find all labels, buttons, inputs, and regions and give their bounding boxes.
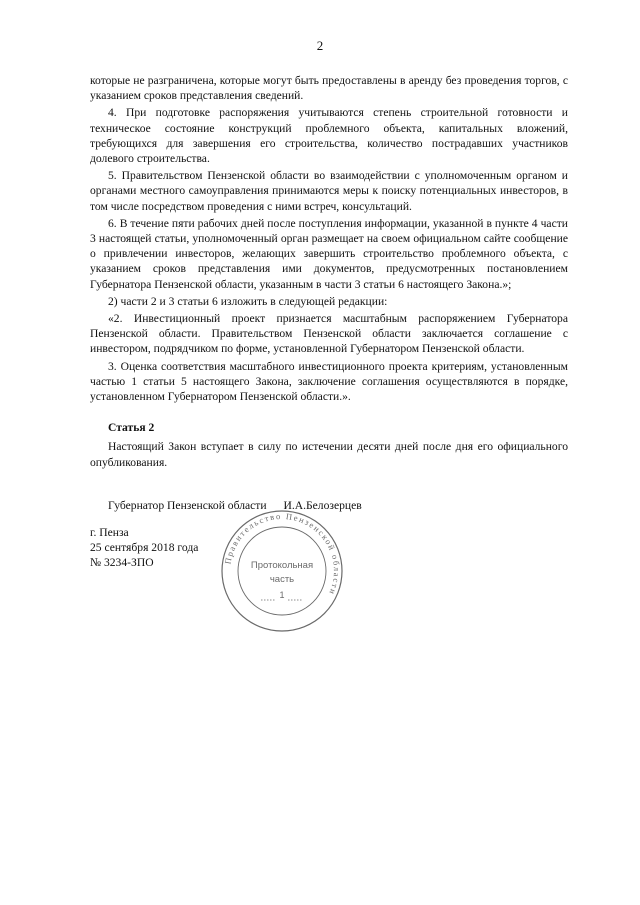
article-text: Настоящий Закон вступает в силу по истечении десяти дней после дня его официального опубликования. bbox=[90, 440, 568, 469]
seal-line2: часть bbox=[269, 574, 295, 585]
paragraph-part-3: 3. Оценка соответствия масштабного инвестиционного проекта критериям, установленным частью 1 статьи 5 настоящего Закона, заключение соглашения осуществляются в порядке, установленном Губернатором Пензенской области.». bbox=[90, 359, 568, 404]
seal-inner-ring bbox=[238, 527, 326, 615]
date: 25 сентября 2018 года bbox=[90, 541, 199, 555]
seal-line1: Протокольная bbox=[250, 560, 314, 571]
paragraph-item-6: 6. В течение пяти рабочих дней после поступления информации, указанной в пункте 4 части 3 настоящей статьи, уполномоченный орган размещает на своем официальном сайте сообщение о привлечении инвесторов, желающих завершить строительство проблемного объекта, с указанием сроков представления ими документов, предусмотренных постановлением Губернатора Пензенской области, указанным в части 3 статьи 6 настоящего Закона.»; bbox=[90, 216, 568, 291]
seal-outer-text: Правительство Пензенской области bbox=[222, 510, 343, 598]
seal-line3: 1 bbox=[279, 590, 285, 600]
document-number: № 3234-ЗПО bbox=[90, 556, 154, 570]
signature-name: И.А.Белозерцев bbox=[283, 498, 362, 512]
paragraph-item-5: 5. Правительством Пензенской области во взаимодействии с уполномоченным органом и органами местного самоуправления принимаются меры к поиску потенциальных инвесторов, в том числе посредством проведения с ними встреч, консультаций. bbox=[90, 169, 568, 213]
signature-position: Губернатор Пензенской области bbox=[108, 498, 267, 512]
article-heading: Статья 2 bbox=[108, 421, 155, 435]
paragraph-part-2: «2. Инвестиционный проект признается масштабным распоряжением Губернатора Пензенской области. Правительством Пензенской области заключается соглашение с инвестором, подрядчиком по форме, установленной Губернатором Пензенской области. bbox=[90, 312, 568, 356]
document-body bbox=[90, 73, 568, 570]
paragraph-item-4: 4. При подготовке распоряжения учитываются степень строительной готовности и техническое состояние конструкций проблемного объекта, капитальных вложений, требующихся для завершения его строительства, количество пострадавших участников долевого строительства. bbox=[90, 106, 568, 166]
paragraph-amendment-2: 2) части 2 и 3 статьи 6 изложить в следующей редакции: bbox=[108, 294, 388, 308]
paragraph-continuation: которые не разграничена, которые могут быть предоставлены в аренду без проведения торгов, с указанием сроков представления сведений. bbox=[90, 74, 568, 103]
page-number: 2 bbox=[316, 38, 324, 53]
official-seal-stamp bbox=[219, 508, 345, 634]
place: г. Пенза bbox=[90, 526, 129, 540]
